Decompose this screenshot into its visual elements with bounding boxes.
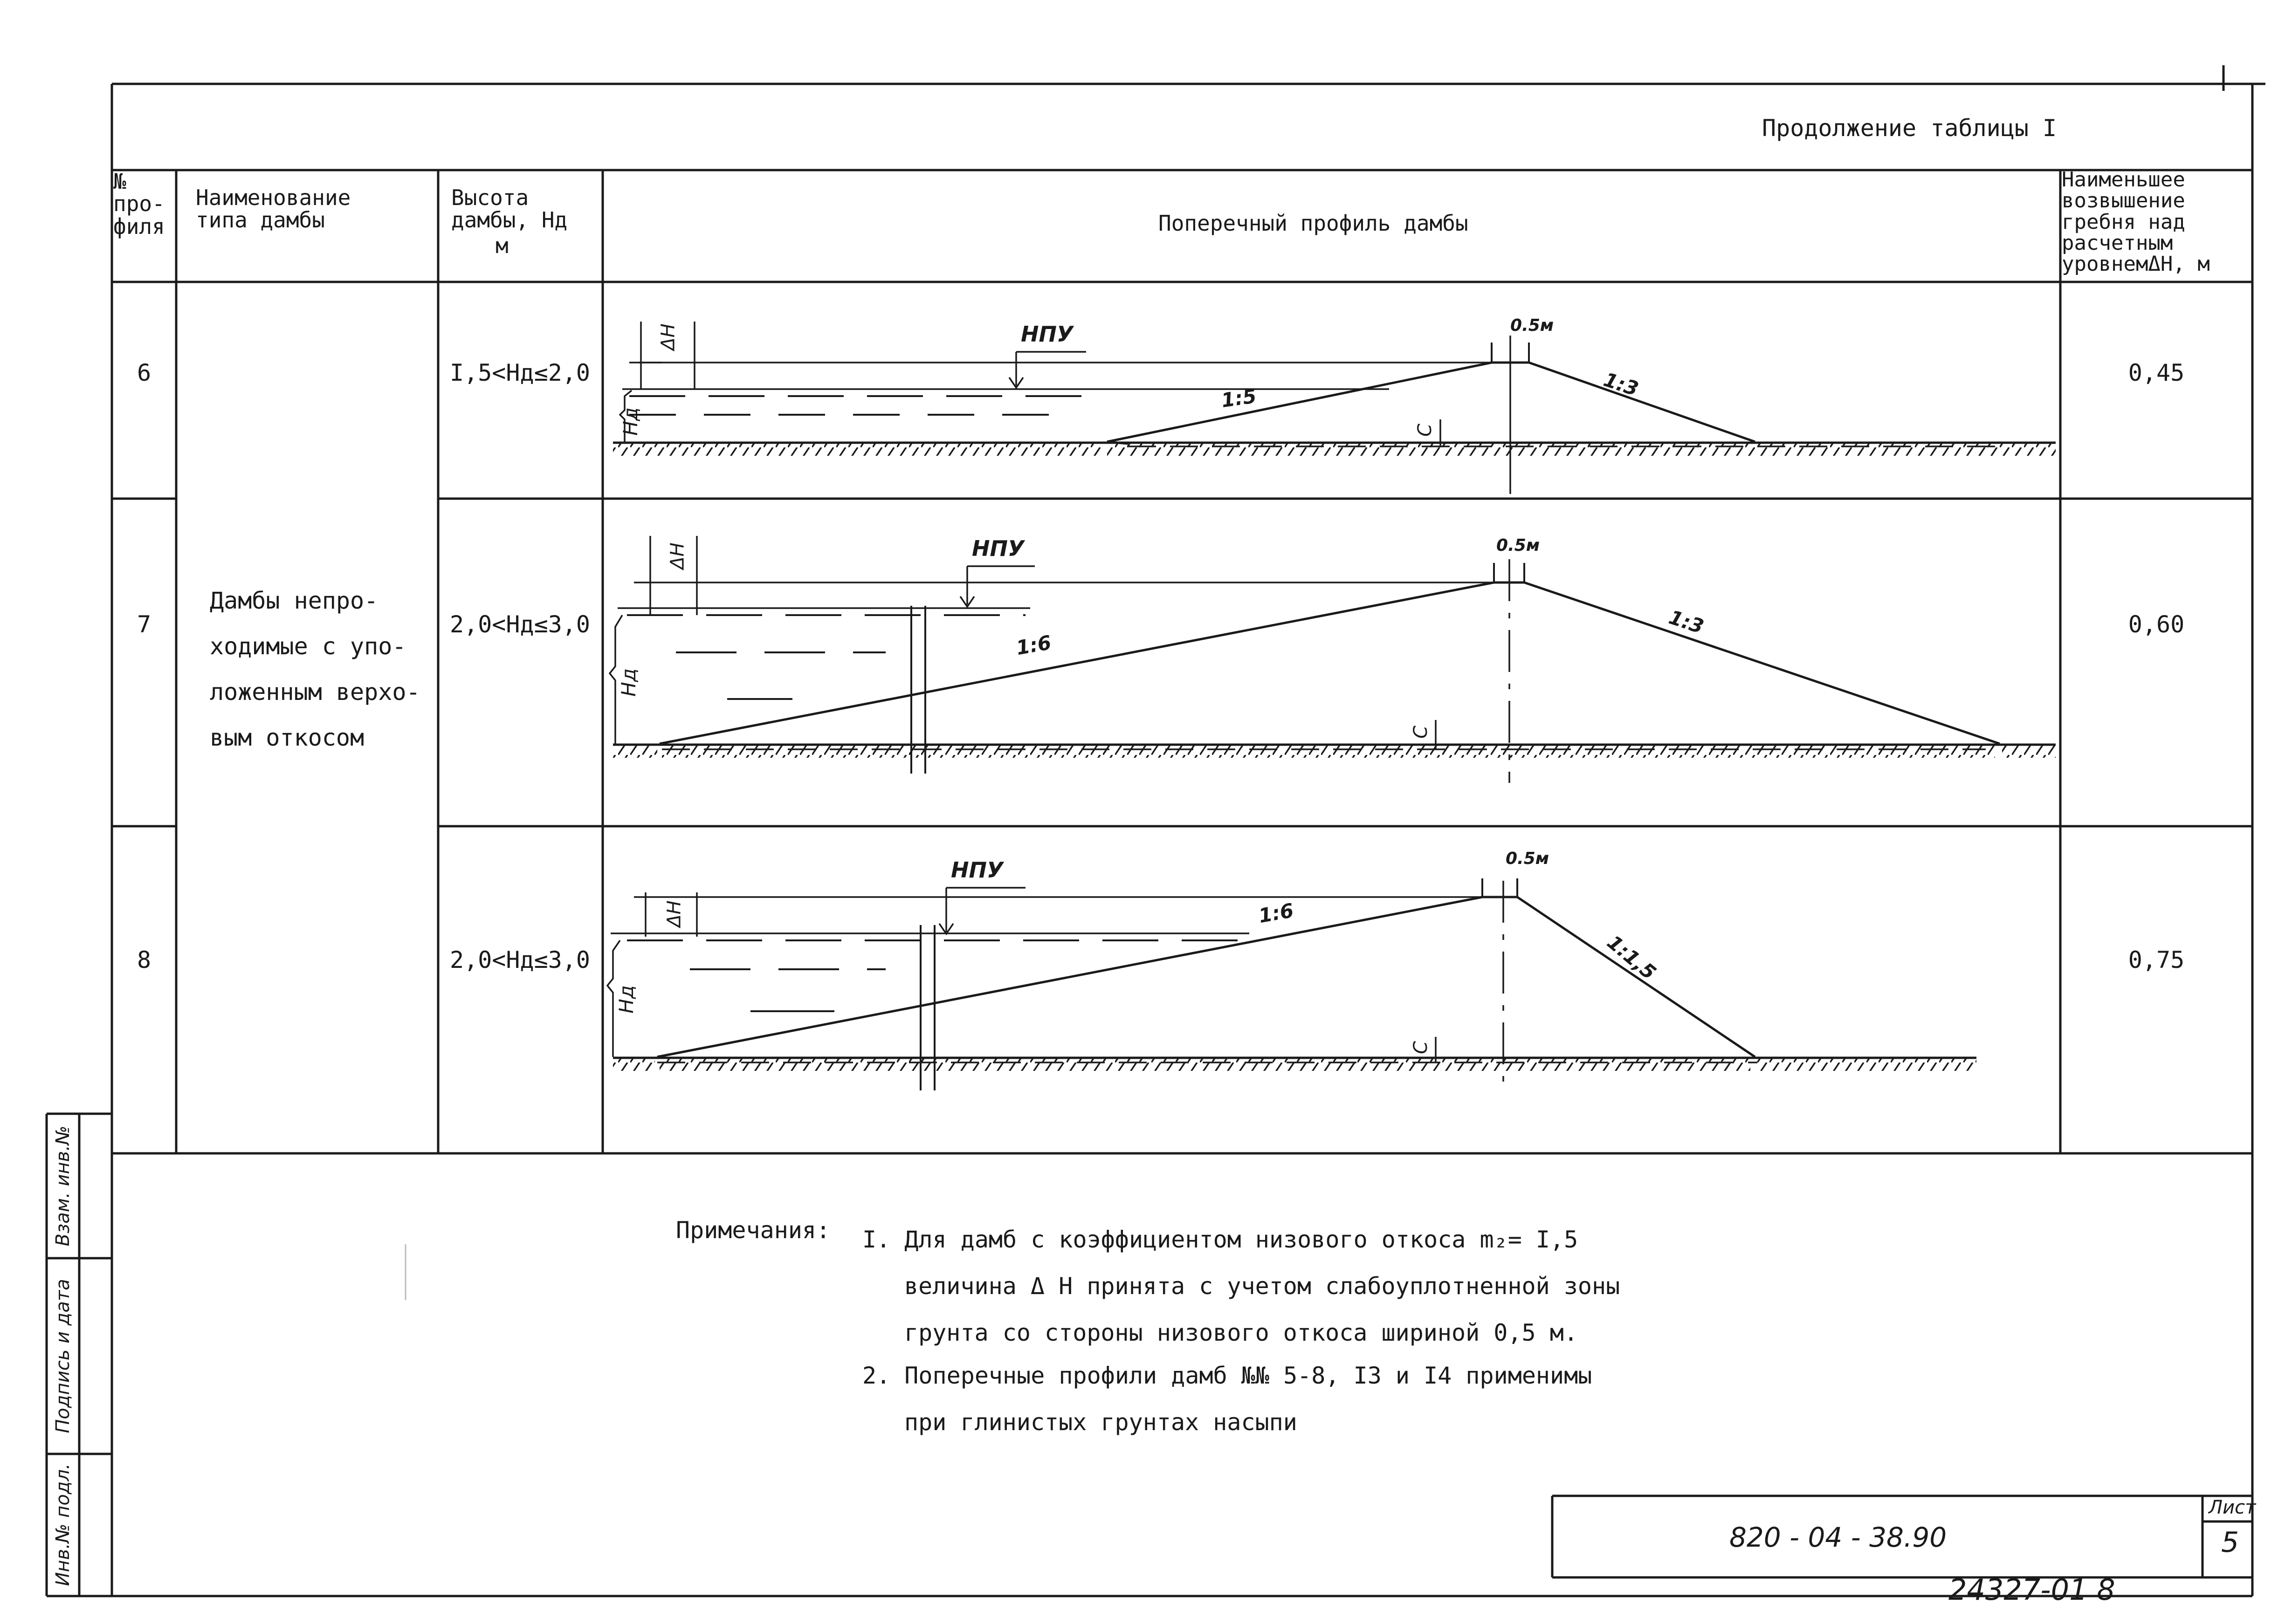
row-6-num: 6 xyxy=(137,359,151,386)
sheet-label: Лист xyxy=(2209,1497,2256,1518)
row-6-upstream-slope: 1:5 xyxy=(1219,384,1258,412)
row-6-downstream-slope: 1:3 xyxy=(1601,368,1641,401)
archive-number: 24327-01 8 xyxy=(1948,1573,2115,1607)
row-7-upstream-slope: 1:6 xyxy=(1014,630,1053,660)
row-8-c-label: С xyxy=(1410,1041,1432,1054)
sheet-number: 5 xyxy=(2221,1526,2239,1559)
document-code: 820 - 04 - 38.90 xyxy=(1729,1521,1947,1553)
row-6-dh-label: ΔH xyxy=(657,323,679,350)
row-7-crest-label: 0.5м xyxy=(1496,536,1540,555)
row-8-npu-label: НПУ xyxy=(951,857,1004,883)
row-6-crest-label: 0.5м xyxy=(1510,316,1554,335)
row-7-dh-label: ΔH xyxy=(667,542,688,569)
row-7-c-label: С xyxy=(1410,726,1432,739)
dam-type: Дамбы непро- ходимые с упо- ложенным верхо- вым откосом xyxy=(210,587,420,751)
header-name: Наименование типа дамбы xyxy=(196,185,351,233)
row-8-dh-label: ΔH xyxy=(663,900,685,927)
continuation-label: Продолжение таблицы I xyxy=(1762,115,2057,142)
profile-7-drawing xyxy=(610,536,2056,783)
row-8-num: 8 xyxy=(137,946,151,973)
row-8-height: 2,0<Hд≤3,0 xyxy=(450,946,591,973)
sidebar-inv-label: Инв.№ подл. xyxy=(52,1463,74,1586)
row-7-hd-label: Hд xyxy=(617,668,640,697)
header-freeboard: Наименьшее возвышение гребня над расчетным уровнемΔH, м xyxy=(2062,168,2210,276)
row-6-height: I,5<Hд≤2,0 xyxy=(450,359,591,386)
sidebar-signature-label: Подпись и дата xyxy=(52,1279,74,1433)
header-num: № про- филя xyxy=(113,169,165,239)
sidebar-replace-label: Взам. инв.№ xyxy=(52,1125,74,1247)
row-7-freeboard: 0,60 xyxy=(2128,611,2185,638)
row-8-upstream-slope: 1:6 xyxy=(1257,898,1295,928)
header-profile: Поперечный профиль дамбы xyxy=(1158,211,1468,236)
row-6-c-label: С xyxy=(1414,424,1436,437)
row-7-downstream-slope: 1:3 xyxy=(1666,605,1707,638)
header-height: Высота дамбы, Hд м xyxy=(451,185,568,258)
row-7-npu-label: НПУ xyxy=(972,536,1025,561)
notes-heading: Примечания: xyxy=(676,1217,831,1244)
profile-6-drawing xyxy=(613,322,2056,494)
row-8-crest-label: 0.5м xyxy=(1506,849,1549,868)
row-6-freeboard: 0,45 xyxy=(2128,359,2185,386)
row-8-downstream-slope: 1:1,5 xyxy=(1603,931,1661,984)
row-6-hd-label: Hд xyxy=(619,407,642,436)
row-8-freeboard: 0,75 xyxy=(2128,946,2185,973)
notes-list: I. Для дамб с коэффициентом низового откоса m₂= I,5 величина Δ H принята с учетом слабоуплотненной зоны грунта со стороны низового откоса шириной 0,5 м. 2. Поперечные профили дамб №№ 5-8, I3 и I4 применимы при глинистых грунтах насыпи xyxy=(862,1226,1620,1436)
row-7-num: 7 xyxy=(137,611,151,638)
row-8-hd-label: Hд xyxy=(614,985,638,1014)
row-6-npu-label: НПУ xyxy=(1021,322,1074,347)
row-7-height: 2,0<Hд≤3,0 xyxy=(450,611,591,638)
